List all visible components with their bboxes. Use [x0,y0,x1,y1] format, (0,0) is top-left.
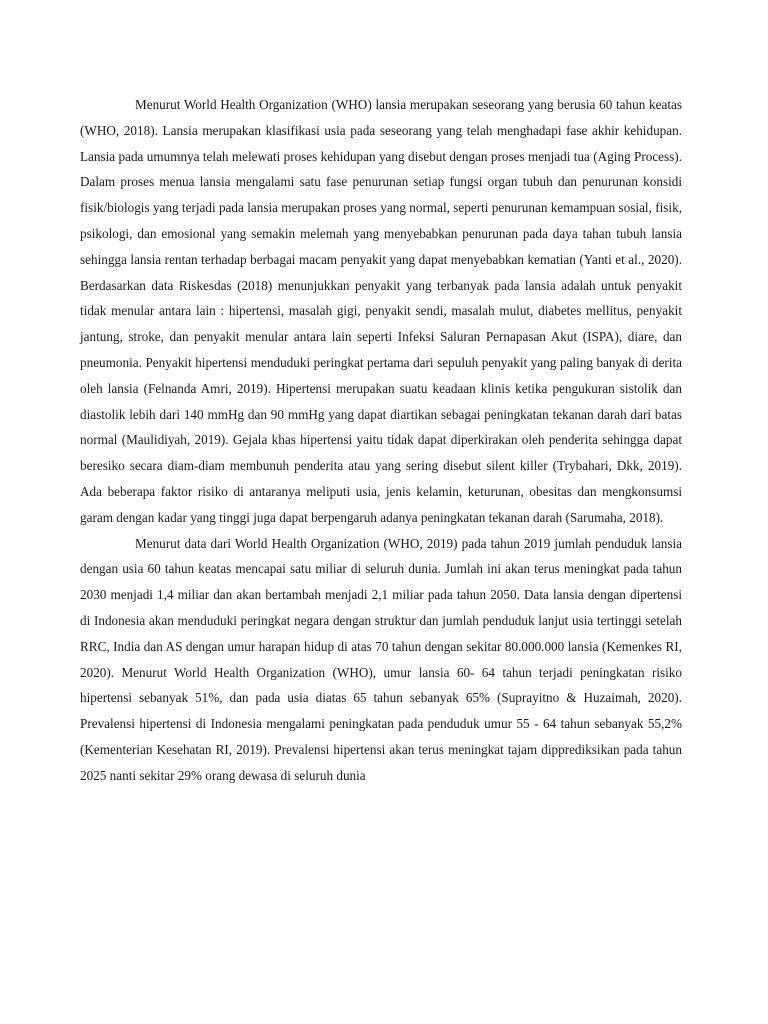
body-text [80,92,682,789]
paragraph-2: Menurut data dari World Health Organization (WHO, 2019) pada tahun 2019 jumlah penduduk lansia dengan usia 60 tahun keatas mencapai satu miliar di seluruh dunia. Jumlah ini akan terus meningkat pada tahun 2030 menjadi 1,4 miliar dan akan bertambah menjadi 2,1 miliar pada tahun 2050. Data lansia dengan dipertensi di Indonesia akan menduduki peringkat negara dengan struktur dan jumlah penduduk lanjut usia tertinggi setelah RRC, India dan AS dengan umur harapan hidup di atas 70 tahun dengan sekitar 80.000.000 lansia (Kemenkes RI, 2020). Menurut World Health Organization (WHO), umur lansia 60- 64 tahun terjadi peningkatan risiko hipertensi sebanyak 51%, dan pada usia diatas 65 tahun sebanyak 65% (Suprayitno & Huzaimah, 2020). Prevalensi hipertensi di Indonesia mengalami peningkatan pada penduduk umur 55 - 64 tahun sebanyak 55,2% (Kementerian Kesehatan RI, 2019). Prevalensi hipertensi akan terus meningkat tajam dipprediksikan pada tahun 2025 nanti sekitar 29% orang dewasa di seluruh dunia [80,535,682,783]
paragraph-1: Menurut World Health Organization (WHO) lansia merupakan seseorang yang berusia 60 tahun keatas (WHO, 2018). Lansia merupakan klasifikasi usia pada seseorang yang telah menghadapi fase akhir kehidupan. Lansia pada umumnya telah melewati proses kehidupan yang disebut dengan proses menjadi tua (Aging Process). Dalam proses menua lansia mengalami satu fase penurunan setiap fungsi organ tubuh dan penurunan konsidi fisik/biologis yang terjadi pada lansia merupakan proses yang normal, seperti penurunan kemampuan sosial, fisik, psikologi, dan emosional yang semakin melemah yang menyebabkan penurunan pada daya tahan tubuh lansia sehingga lansia rentan terhadap berbagai macam penyakit yang dapat menyebabkan kematian (Yanti et al., 2020). Berdasarkan data Riskesdas (2018) menunjukkan penyakit yang terbanyak pada lansia adalah untuk penyakit tidak menular antara lain : hipertensi, masalah gigi, penyakit sendi, masalah mulut, diabetes mellitus, penyakit jantung, stroke, dan penyakit menular antara lain seperti Infeksi Saluran Pernapasan Akut (ISPA), diare, dan pneumonia. Penyakit hipertensi menduduki peringkat pertama dari sepuluh penyakit yang paling banyak di derita oleh lansia (Felnanda Amri, 2019). Hipertensi merupakan suatu keadaan klinis ketika pengukuran sistolik dan diastolik lebih dari 140 mmHg dan 90 mmHg yang dapat diartikan sebagai peningkatan tekanan darah dari batas normal (Maulidiyah, 2019). Gejala khas hipertensi yaitu tidak dapat diperkirakan oleh penderita sehingga dapat beresiko secara diam-diam membunuh penderita atau yang sering disebut silent killer (Trybahari, Dkk, 2019). Ada beberapa faktor risiko di antaranya meliputi usia, jenis kelamin, keturunan, obesitas dan mengkonsumsi garam dengan kadar yang tinggi juga dapat berpengaruh adanya peningkatan tekanan darah (Sarumaha, 2018). [80,97,682,525]
